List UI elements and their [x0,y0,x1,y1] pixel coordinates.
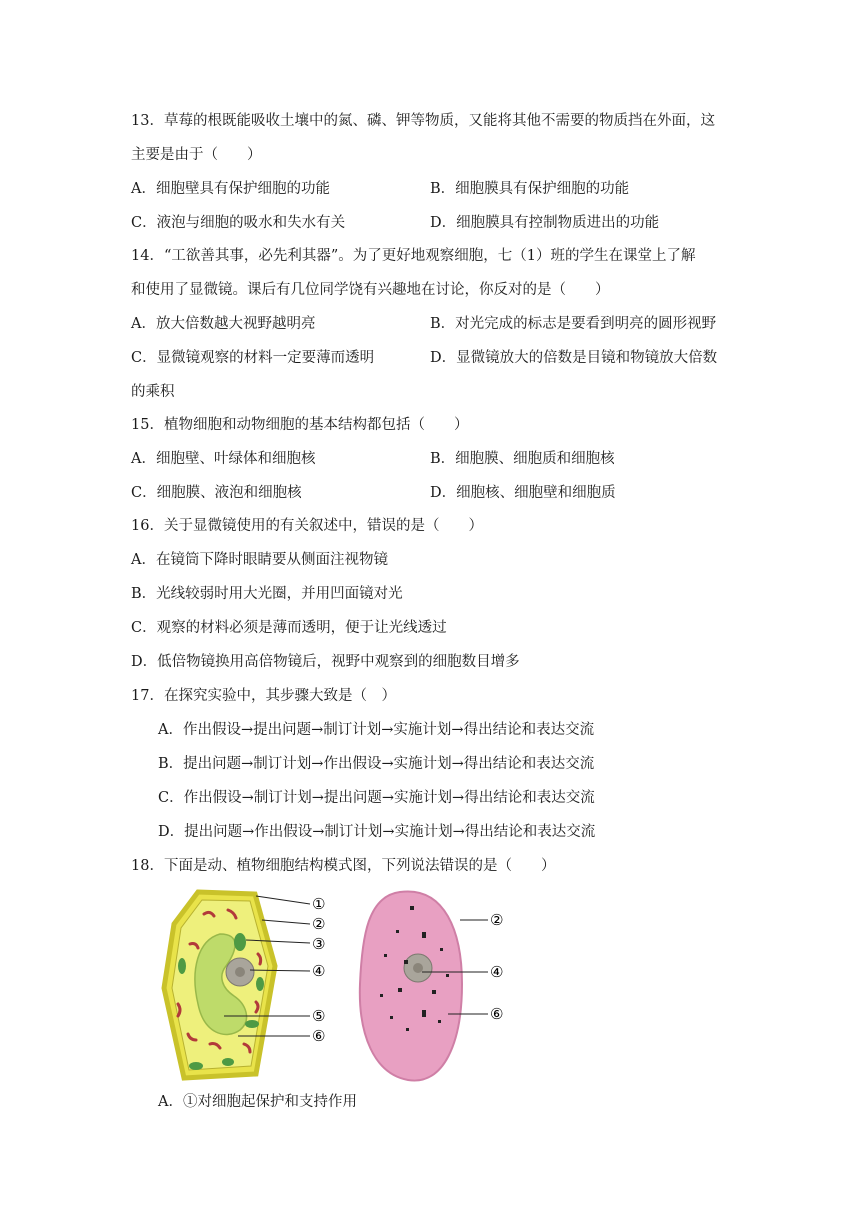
q15-option-b: B．细胞膜、细胞质和细胞核 [430,451,615,467]
q18-option-a: A．①对细胞起保护和支持作用 [158,1094,357,1110]
organelle-dot [398,988,402,992]
chloroplast [222,1058,234,1066]
q13-stem: 13．草莓的根既能吸收土壤中的氮、磷、钾等物质，又能将其他不需要的物质挡在外面，这 [131,113,715,129]
q14-option-d-cont: 的乘积 [131,384,175,400]
q16-option-a: A．在镜筒下降时眼睛要从侧面注视物镜 [131,552,388,568]
plant-label-5: ⑤ [312,1007,326,1025]
q14-option-b: B．对光完成的标志是要看到明亮的圆形视野 [430,316,717,332]
q13-option-a: A．细胞壁具有保护细胞的功能 [131,181,330,197]
q15-option-d: D．细胞核、细胞壁和细胞质 [430,485,616,501]
q14-option-a: A．放大倍数越大视野越明亮 [131,316,316,332]
organelle-dot [406,1028,409,1031]
leader-line [262,920,310,924]
q13-option-b: B．细胞膜具有保护细胞的功能 [430,181,630,197]
cell-diagram [160,884,560,1084]
q18-stem: 18．下面是动、植物细胞结构模式图，下列说法错误的是（ ） [131,858,556,874]
organelle-dot [446,974,449,977]
chloroplast [234,933,246,951]
plant-cell [164,892,325,1078]
plant-label-3: ③ [312,935,326,953]
organelle-dot [380,994,383,997]
plant-label-2: ② [312,915,326,933]
q15-stem: 15．植物细胞和动物细胞的基本结构都包括（ ） [131,417,469,433]
q14-stem: 14．“工欲善其事，必先利其器”。为了更好地观察细胞，七（1）班的学生在课堂上了解 [131,248,696,264]
animal-label-2: ② [490,911,504,929]
nucleolus [235,967,245,977]
plant-label-1: ① [312,895,326,913]
nucleolus [413,963,423,973]
cell-diagram-svg [160,884,560,1084]
q16-stem: 16．关于显微镜使用的有关叙述中，错误的是（ ） [131,518,483,534]
organelle-dot [422,1010,426,1017]
q16-option-d: D．低倍物镜换用高倍物镜后，视野中观察到的细胞数目增多 [131,654,520,670]
q16-option-b: B．光线较弱时用大光圈，并用凹面镜对光 [131,586,403,602]
q13-stem-cont: 主要是由于（ ） [131,147,262,163]
animal-cell-membrane [360,891,462,1080]
q14-stem-cont: 和使用了显微镜。课后有几位同学饶有兴趣地在讨论，你反对的是（ ） [131,282,610,298]
plant-label-4: ④ [312,962,326,980]
leader-line [256,896,310,904]
organelle-dot [422,932,426,938]
q13-option-c: C．液泡与细胞的吸水和失水有关 [131,215,346,231]
q15-option-c: C．细胞膜、液泡和细胞核 [131,485,302,501]
organelle-dot [404,960,408,964]
q17-option-b: B．提出问题→制订计划→作出假设→实施计划→得出结论和表达交流 [158,756,595,772]
q14-option-c: C．显微镜观察的材料一定要薄而透明 [131,350,375,366]
organelle-dot [438,1020,441,1023]
organelle-dot [384,954,387,957]
organelle-dot [410,906,414,910]
q14-option-d: D．显微镜放大的倍数是目镜和物镜放大倍数 [430,350,718,366]
q13-option-d: D．细胞膜具有控制物质进出的功能 [430,215,660,231]
organelle-dot [440,948,443,951]
animal-label-6: ⑥ [490,1005,504,1023]
animal-label-4: ④ [490,963,504,981]
organelle-dot [396,930,399,933]
chloroplast [189,1062,203,1070]
animal-cell [360,891,504,1080]
chloroplast [178,958,186,974]
q17-option-a: A．作出假设→提出问题→制订计划→实施计划→得出结论和表达交流 [158,722,595,738]
organelle-dot [432,990,436,994]
plant-label-6: ⑥ [312,1027,326,1045]
chloroplast [245,1020,259,1028]
chloroplast [256,977,264,991]
q17-stem: 17．在探究实验中，其步骤大致是（ ） [131,688,396,704]
organelle-dot [390,1016,393,1019]
q16-option-c: C．观察的材料必须是薄而透明，便于让光线透过 [131,620,447,636]
q17-option-d: D．提出问题→作出假设→制订计划→实施计划→得出结论和表达交流 [158,824,596,840]
q15-option-a: A．细胞壁、叶绿体和细胞核 [131,451,316,467]
q17-option-c: C．作出假设→制订计划→提出问题→实施计划→得出结论和表达交流 [158,790,595,806]
